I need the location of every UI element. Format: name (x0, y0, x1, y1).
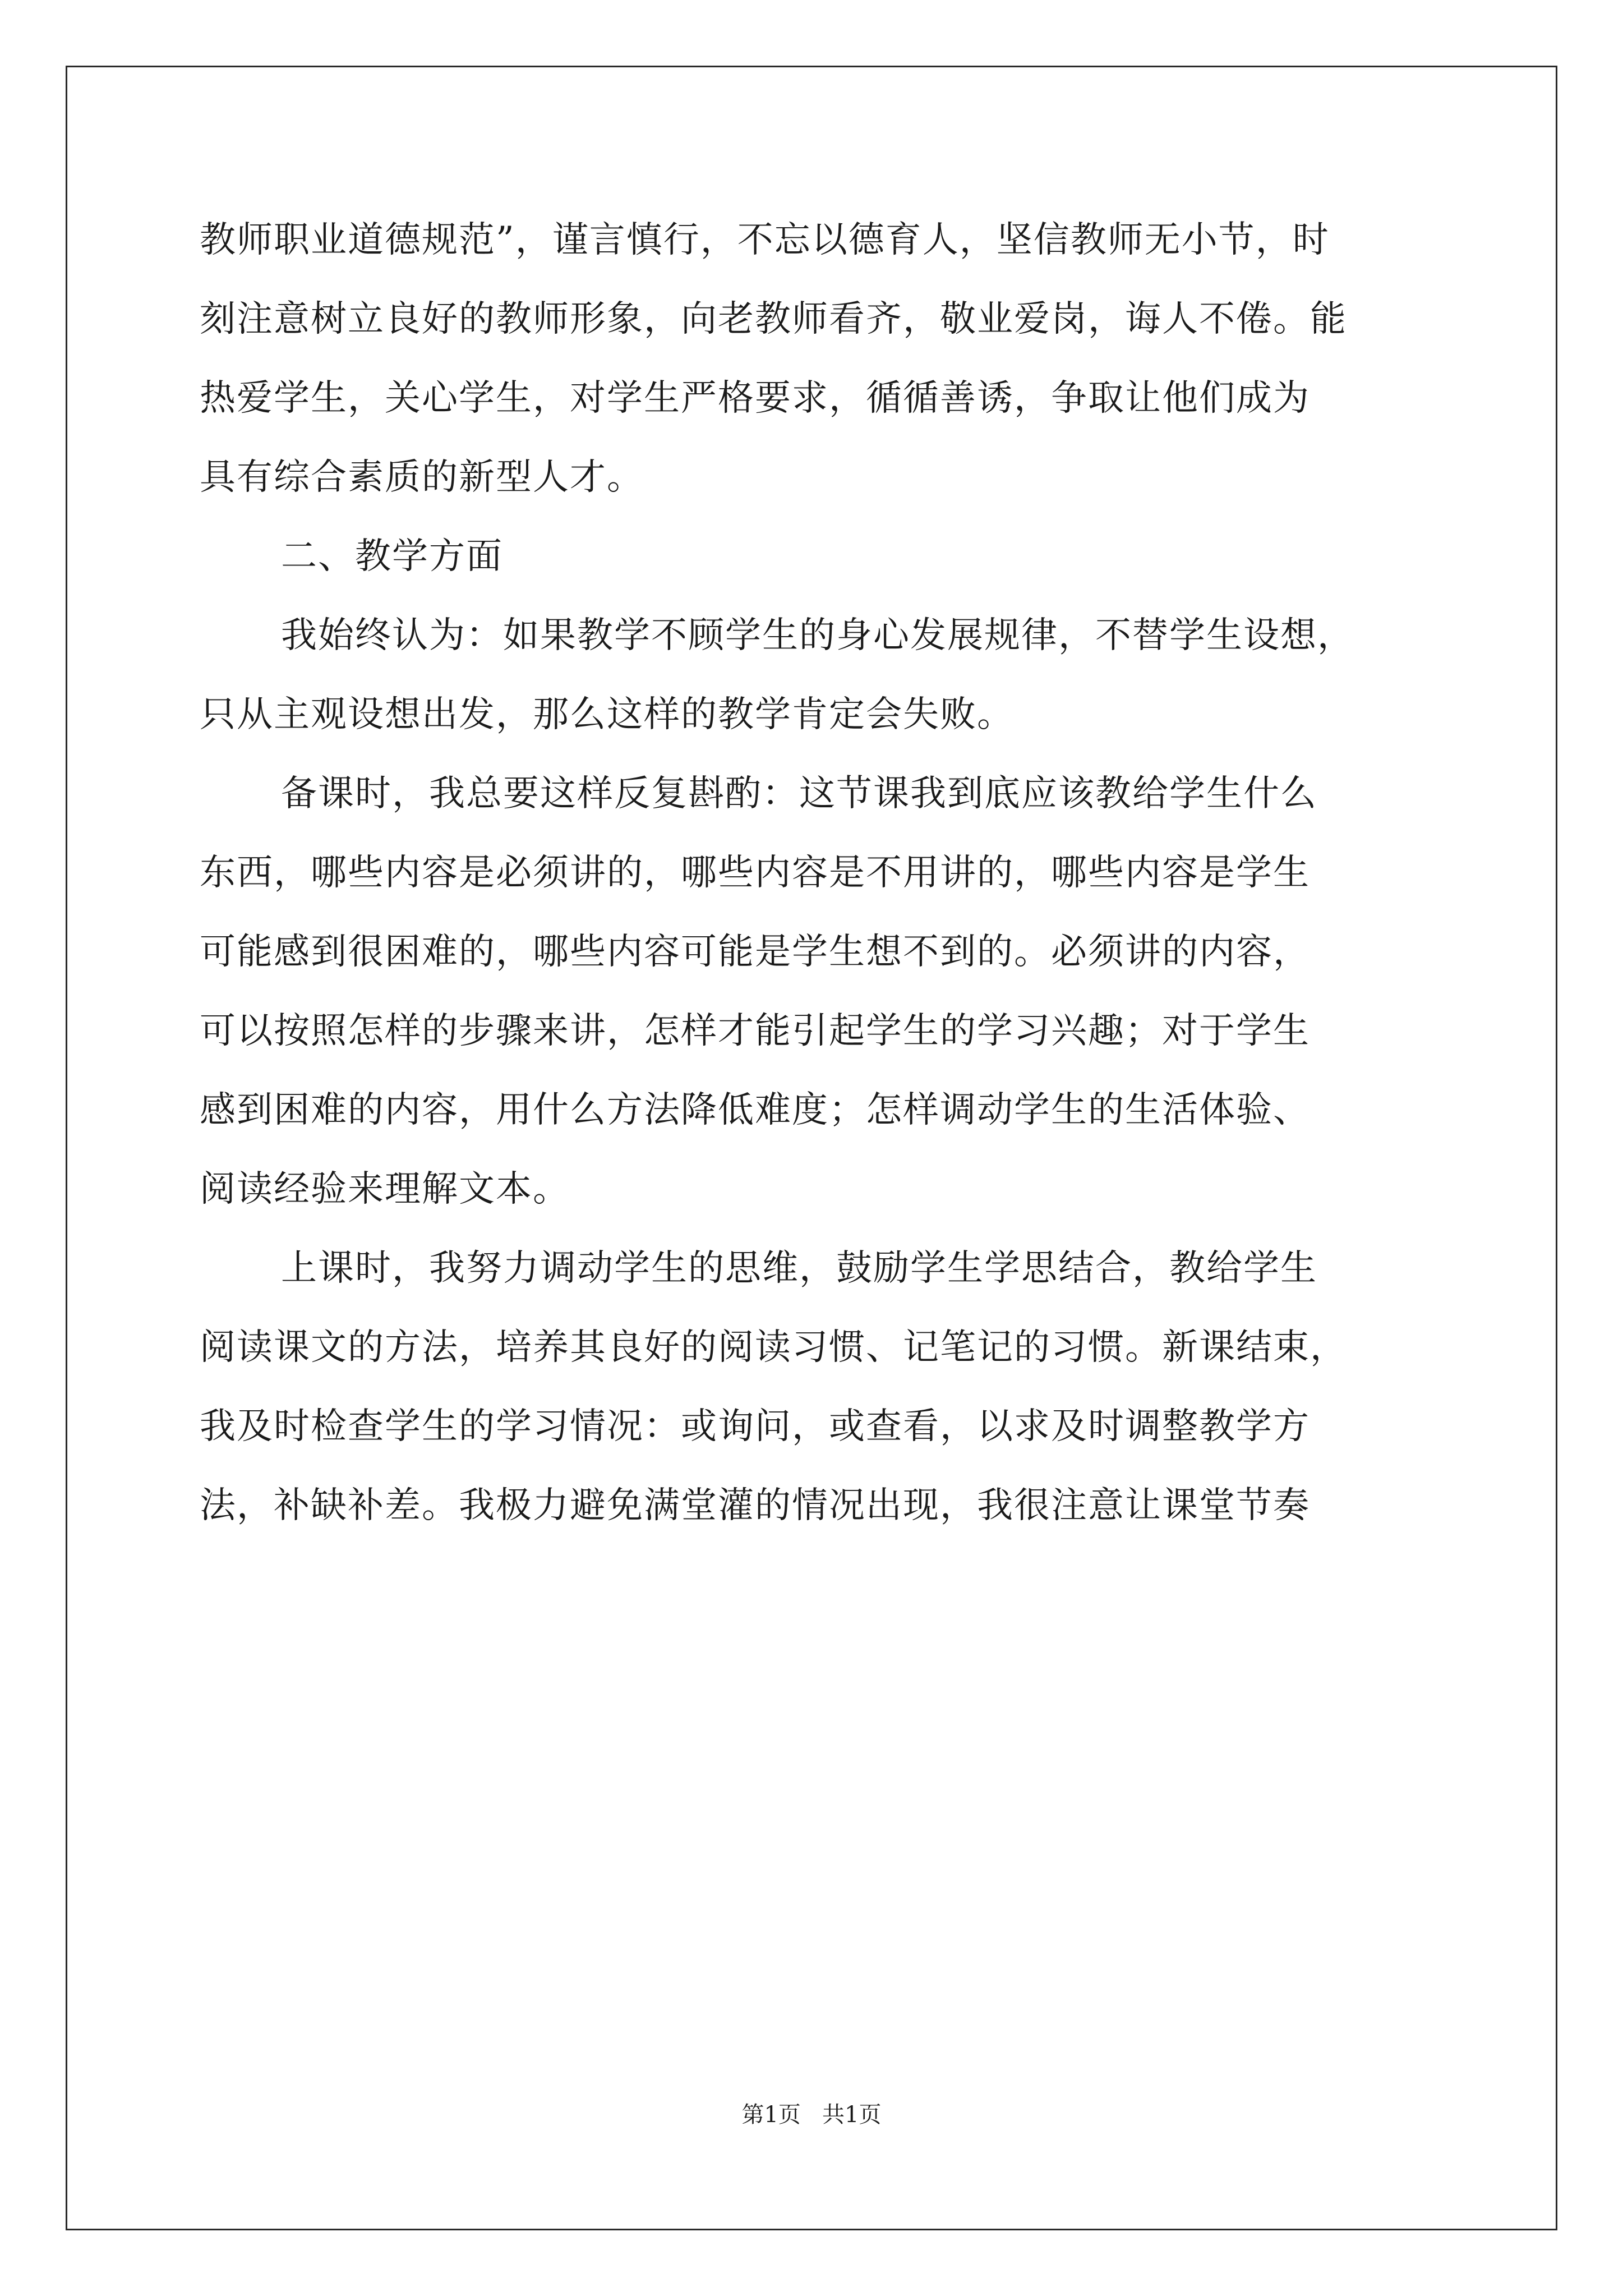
text-line: 阅读课文的方法，培养其良好的阅读习惯、记笔记的习惯。新课结束， (200, 1327, 1347, 1368)
page-number-footer: 第1页 共1页 (741, 2102, 882, 2128)
text-line: 上课时，我努力调动学生的思维，鼓励学生学思结合，教给学生 (281, 1248, 1317, 1289)
text-line: 刻注意树立良好的教师形象，向老教师看齐，敬业爱岗，诲人不倦。能 (200, 298, 1347, 340)
text-line: 东西，哪些内容是必须讲的，哪些内容是不用讲的，哪些内容是学生 (200, 852, 1310, 894)
text-line: 热爱学生，关心学生，对学生严格要求，循循善诱，争取让他们成为 (200, 378, 1310, 419)
section-heading: 二、教学方面 (281, 536, 503, 577)
text-line: 教师职业道德规范”，谨言慎行，不忘以德育人，坚信教师无小节，时 (200, 219, 1330, 261)
text-line: 感到困难的内容，用什么方法降低难度；怎样调动学生的生活体验、 (200, 1089, 1310, 1131)
text-line: 可能感到很困难的，哪些内容可能是学生想不到的。必须讲的内容， (200, 931, 1310, 973)
text-line: 阅读经验来理解文本。 (200, 1168, 570, 1210)
text-line: 我始终认为：如果教学不顾学生的身心发展规律，不替学生设想， (281, 615, 1354, 656)
text-line: 我及时检查学生的学习情况：或询问，或查看，以求及时调整教学方 (200, 1406, 1310, 1447)
text-line: 只从主观设想出发，那么这样的教学肯定会失败。 (200, 694, 1014, 735)
text-line: 具有综合素质的新型人才。 (200, 457, 644, 498)
text-line: 法，补缺补差。我极力避免满堂灌的情况出现，我很注意让课堂节奏 (200, 1485, 1310, 1526)
text-line: 备课时，我总要这样反复斟酌：这节课我到底应该教给学生什么 (281, 773, 1317, 815)
text-line: 可以按照怎样的步骤来讲，怎样才能引起学生的学习兴趣；对于学生 (200, 1010, 1310, 1052)
